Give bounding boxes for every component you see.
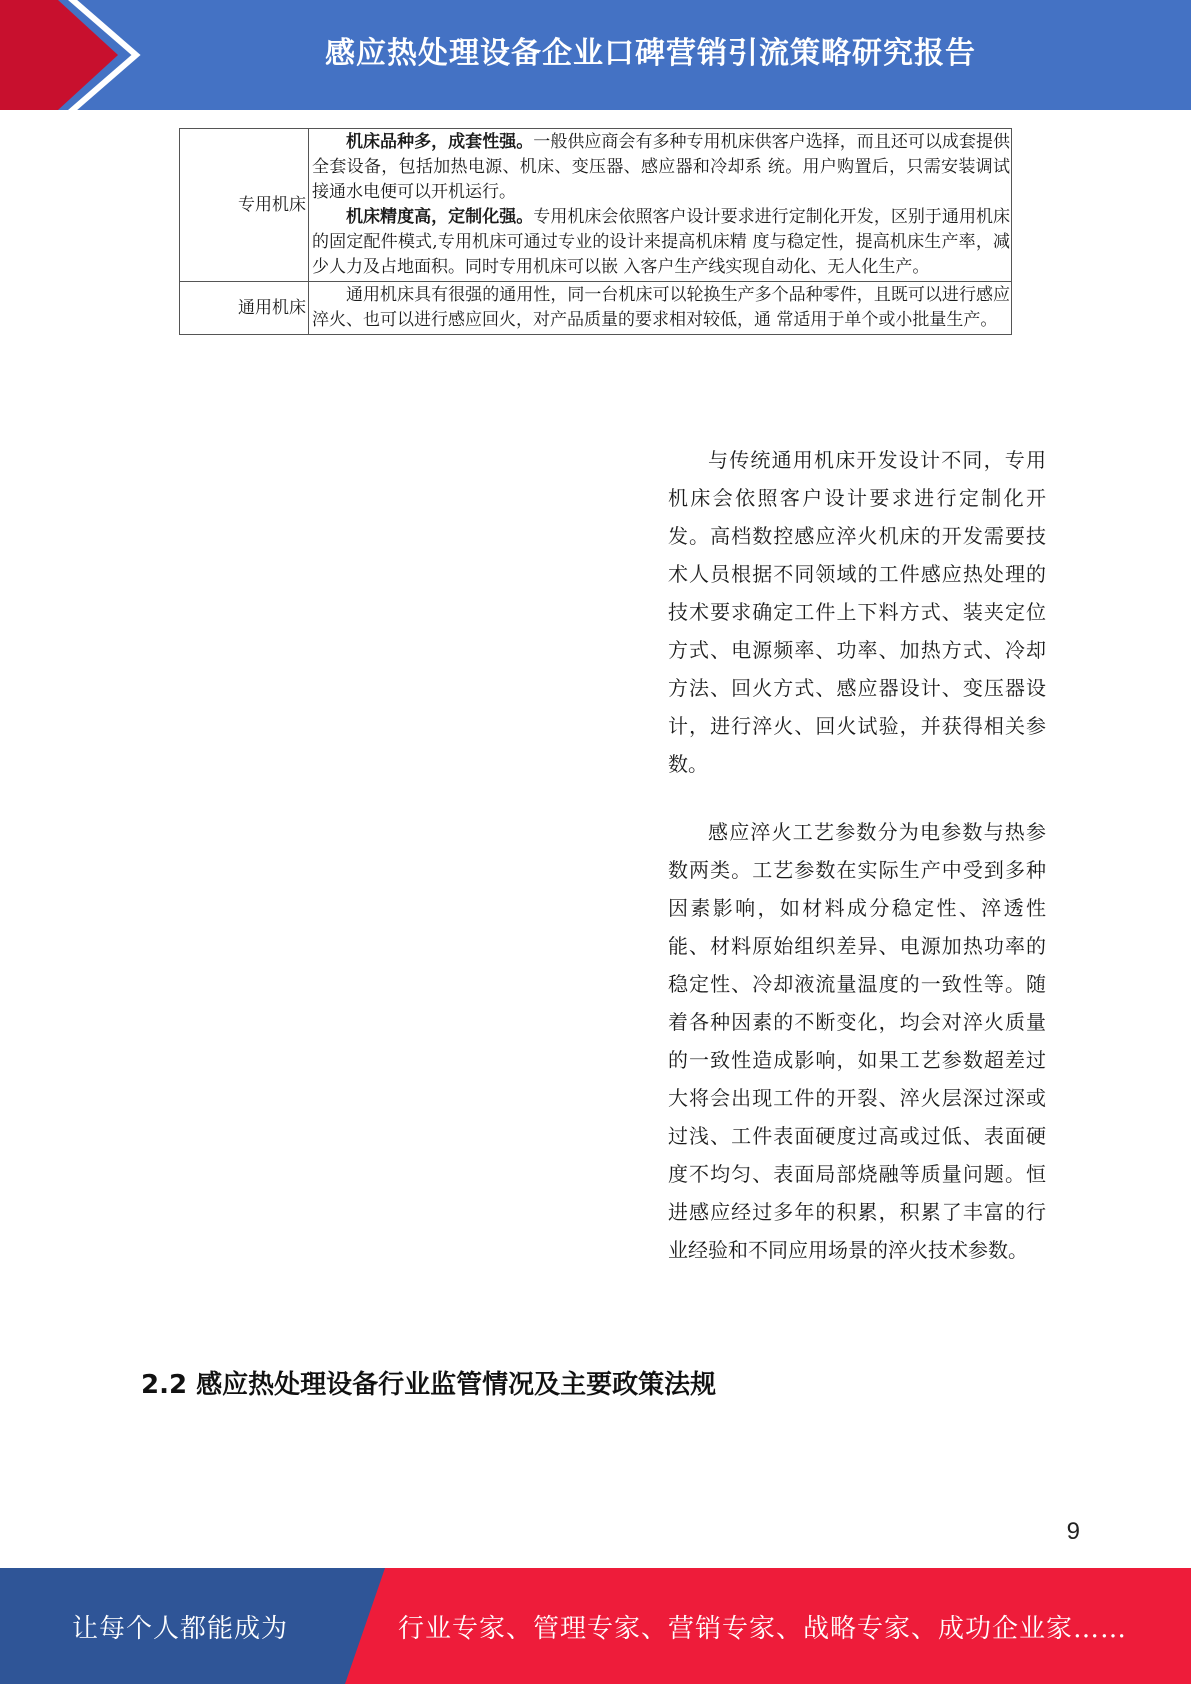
row-content (309, 282, 1012, 335)
table-row (180, 129, 1012, 282)
header-red-chevron (0, 0, 160, 110)
table-row (180, 282, 1012, 335)
machine-type-table (179, 128, 1012, 335)
paragraph-text: 通用机床具有很强的通用性，同一台机床可以轮换生产多个品种零件，且既可以进行感应淬火、也可以进行感应回火，对产品质量的要求相对较低，通 常适用于单个或小批量生产。 (312, 285, 1010, 330)
section-heading: 2.2 感应热处理设备行业监管情况及主要政策法规 (141, 1370, 717, 1400)
body-paragraph: 与传统通用机床开发设计不同，专用机床会依照客户设计要求进行定制化开发。高档数控感应淬火机床的开发需要技术人员根据不同领域的工件感应热处理的技术要求确定工件上下料方式、装夹定位方式、电源频率、功率、加热方式、冷却方法、回火方式、感应器设计、变压器设计，进行淬火、回火试验，并获得相关参数。 (668, 448, 1046, 776)
body-paragraph: 感应淬火工艺参数分为电参数与热参数两类。工艺参数在实际生产中受到多种因素影响，如材料成分稳定性、淬透性能、材料原始组织差异、电源加热功率的稳定性、冷却液流量温度的一致性等。随着各种因素的不断变化，均会对淬火质量的一致性造成影响，如果工艺参数超差过大将会出现工件的开裂、淬火层深过深或过浅、工件表面硬度过高或过低、表面硬度不均匀、表面局部烧融等质量问题。恒进感应经过多年的积累，积累了丰富的行业经验和不同应用场景的淬火技术参数。 (668, 820, 1046, 1262)
footer-slogan-left: 让每个人都能成为 (71, 1613, 288, 1644)
header-banner (0, 0, 1191, 110)
body-column-bottom (668, 813, 1046, 1269)
table-paragraph (312, 205, 1010, 280)
table-paragraph (312, 130, 1010, 205)
footer-banner (0, 1568, 1191, 1684)
paragraph-lead: 机床品种多，成套性强。 (346, 132, 534, 152)
report-title: 感应热处理设备企业口碑营销引流策略研究报告 (325, 36, 976, 71)
page-number: 9 (1066, 1518, 1080, 1545)
paragraph-lead: 机床精度高，定制化强。 (346, 207, 534, 227)
body-column-top (668, 441, 1046, 783)
row-content (309, 129, 1012, 282)
row-label: 专用机床 (180, 129, 309, 282)
paragraph-text: 一般供应商会有多种专用机床供客户选择，而且还可以成套提供全套设备，包括加热电源、机床、变压器、感应器和冷却系 统。用户购置后，只需安装调试接通水电便可以开机运行。 (312, 132, 1011, 202)
table-paragraph (312, 283, 1010, 333)
row-label: 通用机床 (180, 282, 309, 335)
paragraph-text: 专用机床会依照客户设计要求进行定制化开发，区别于通用机床的固定配件模式,专用机床可通过专业的设计来提高机床精 度与稳定性，提高机床生产率，减少人力及占地面积。同时专用机床可以嵌 入客户生产线实现自动化、无人化生产。 (312, 207, 1011, 277)
footer-slogan-right: 行业专家、管理专家、营销专家、战略专家、成功企业家…… (398, 1613, 1128, 1644)
